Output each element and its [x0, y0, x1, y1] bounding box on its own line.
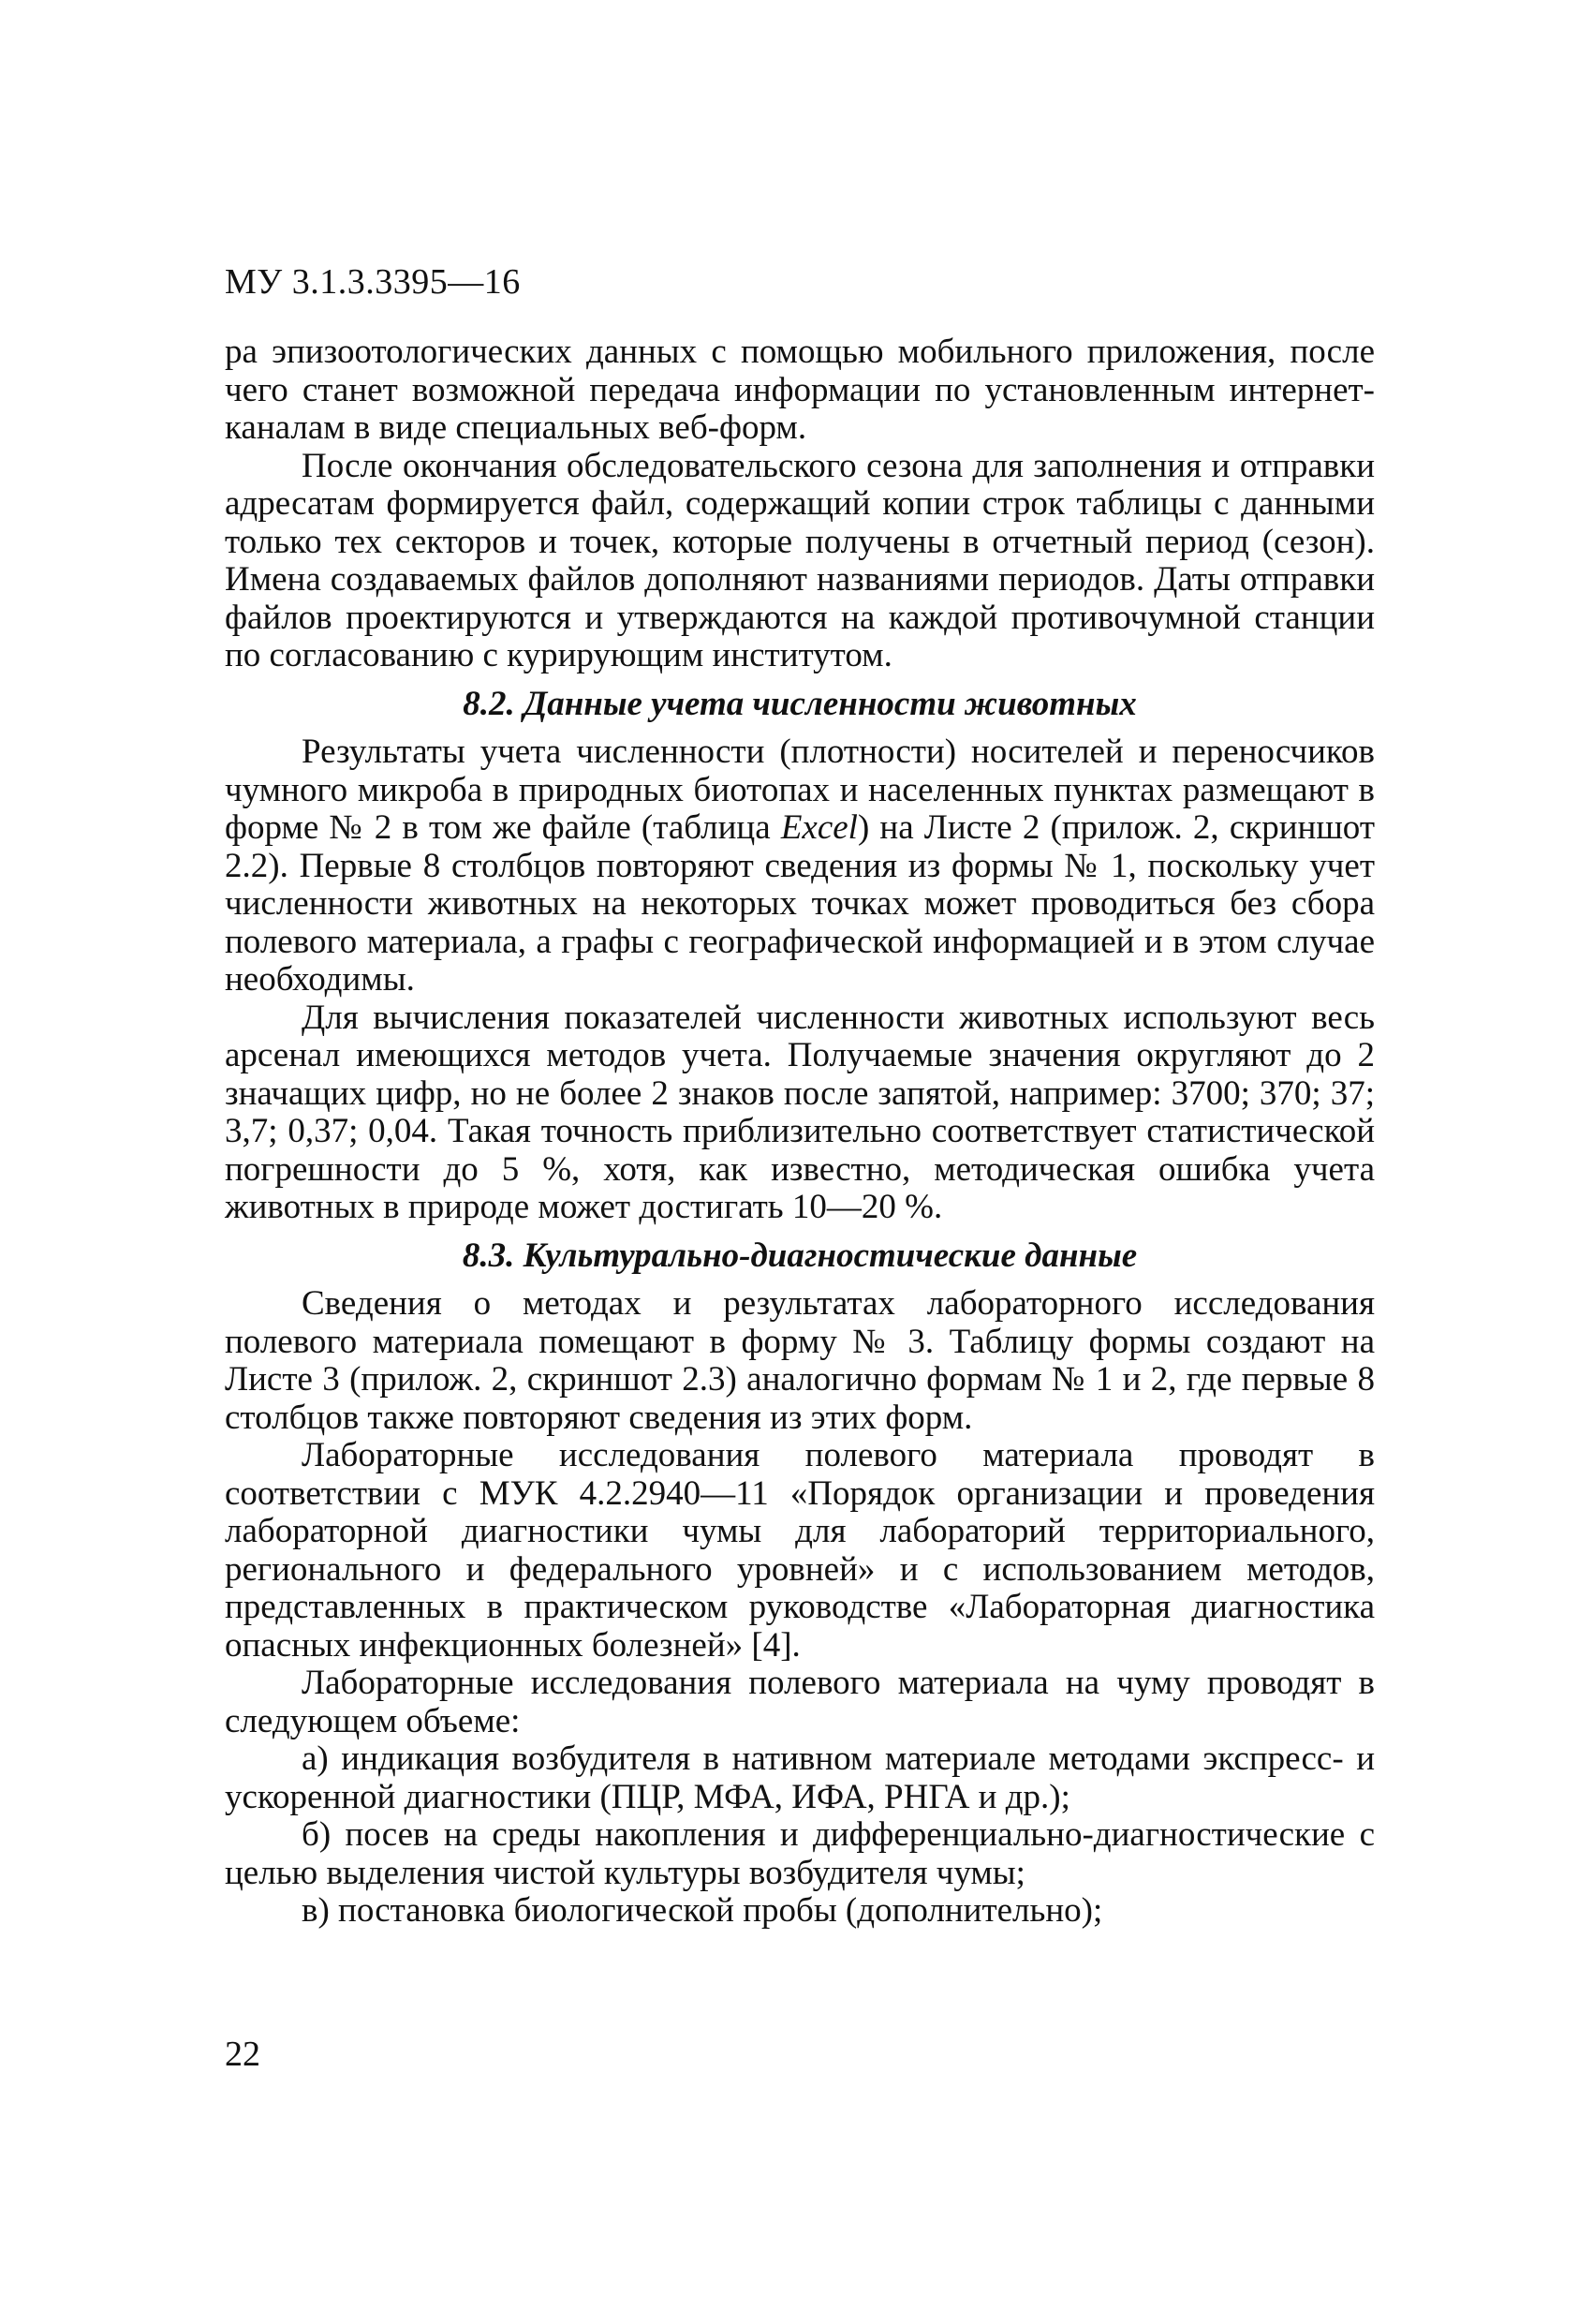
list-item-c: в) постановка биологической пробы (дополнительно);	[302, 1891, 1103, 1930]
page-number: 22	[225, 2035, 260, 2074]
section-heading-8-2: 8.2. Данные учета численности животных	[463, 684, 1137, 723]
paragraph-continuation: ра эпизоотологических данных с помощью мобильного приложения, после чего станет возможной передача информации по установленным интернет-каналам в виде специальных веб-форм.	[225, 333, 1375, 447]
section-heading-8-3: 8.3. Культурально-диагностические данные	[462, 1236, 1138, 1275]
document-code: МУ 3.1.3.3395—16	[225, 262, 521, 302]
excel-term: Excel	[780, 808, 858, 847]
paragraph-season-file: После окончания обследовательского сезона для заполнения и отправки адресатам формируется файл, содержащий копии строк таблицы с данными только тех секторов и точек, которые получены в отчетный период (сезон). Имена создаваемых файлов дополняют названиями периодов. Даты отправки файлов проектируются и утверждаются на каждой противочумной станции по согласованию с курирующим институтом.	[225, 446, 1375, 674]
paragraph-lab-form: Сведения о методах и результатах лабораторного исследования полевого материала помещают в форму № 3. Таблицу формы создают на Листе 3 (прилож. 2, скриншот 2.3) аналогично формам № 1 и 2, где первые 8 столбцов также повторяют сведения из этих форм.	[225, 1284, 1375, 1437]
paragraph-animal-count-form	[225, 733, 1375, 999]
paragraph-lab-scope: Лабораторные исследования полевого материала на чуму проводят в следующем объеме:	[225, 1664, 1375, 1740]
document-body	[225, 333, 1375, 1931]
list-item-a: а) индикация возбудителя в нативном материале методами экспресс- и ускоренной диагностики (ПЦР, МФА, ИФА, РНГА и др.);	[225, 1739, 1375, 1816]
paragraph-rounding-rules: Для вычисления показателей численности животных используют весь арсенал имеющихся методов учета. Получаемые значения округляют до 2 значащих цифр, но не более 2 знаков после запятой, например: 3700; 370; 37; 3,7; 0,37; 0,04. Такая точность приблизительно соответствует статистической погрешности до 5 %, хотя, как известно, методическая ошибка учета животных в природе может достигать 10—20 %.	[225, 998, 1375, 1226]
paragraph-text-part: ) на Листе 2 (прилож. 2, скриншот 2.2). Первые 8 столбцов повторяют сведения из формы № 1, поскольку учет численности животных на некоторых точках может проводиться без сбора полевого материала, а графы с географической информацией и в этом случае необходимы.	[225, 808, 1375, 999]
paragraph-text-part: Результаты учета численности (плотности) носителей и переносчиков чумного микроба в природных биотопах и населенных пунктах размещают в форме № 2 в том же файле (таблица	[225, 733, 1375, 847]
list-item-b: б) посев на среды накопления и дифференциально-диагностические с целью выделения чистой культуры возбудителя чумы;	[225, 1815, 1375, 1892]
paragraph-lab-methods: Лабораторные исследования полевого материала проводят в соответствии с МУК 4.2.2940—11 «Порядок организации и проведения лабораторной диагностики чумы для лабораторий территориального, регионального и федерального уровней» и с использованием методов, представленных в практическом руководстве «Лабораторная диагностика опасных инфекционных болезней» [4].	[225, 1436, 1375, 1665]
